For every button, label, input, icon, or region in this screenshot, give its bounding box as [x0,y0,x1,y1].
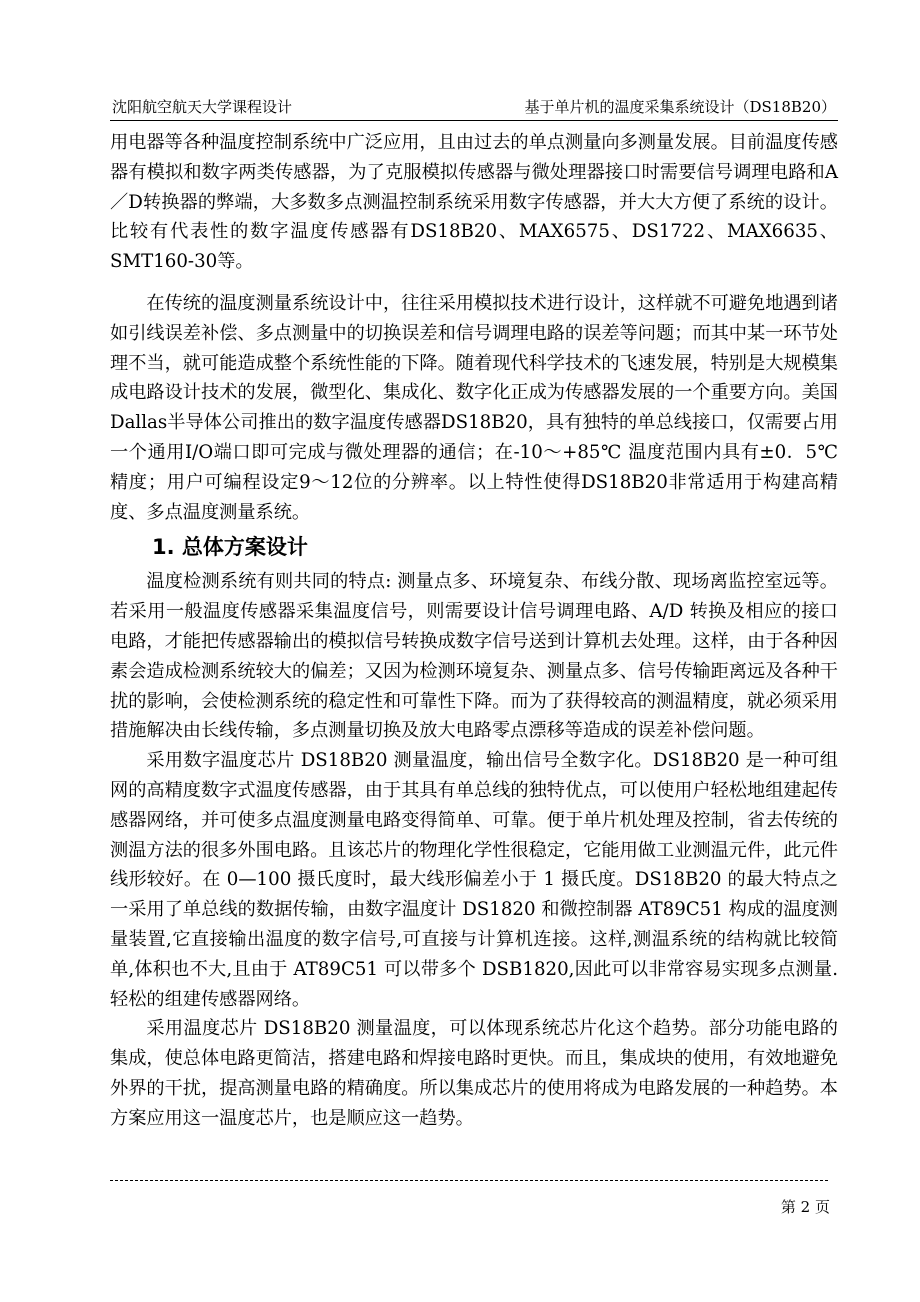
footer-dashed-divider [110,1180,828,1181]
document-body [110,128,838,1134]
paragraph-ds18b20-usage: 采用数字温度芯片 DS18B20 测量温度，输出信号全数字化。DS18B20 是一种可组网的高精度数字式温度传感器，由于其具有单总线的独特优点，可以使用户轻松地组建起传感器网络，并可使多点温度测量电路变得简单、可靠。便于单片机处理及控制，省去传统的测温方法的很多外围电路。且该芯片的物理化学性很稳定，它能用做工业测温元件，此元件线形较好。在 0—100 摄氏度时，最大线形偏差小于 1 摄氏度。DS18B20 的最大特点之一采用了单总线的数据传输，由数字温度计 DS1820 和微控制器 AT89C51 构成的温度测量装置,它直接输出温度的数字信号,可直接与计算机连接。这样,测温系统的结构就比较简单,体积也不大,且由于 AT89C51 可以带多个 DSB1820,因此可以非常容易实现多点测量.轻松的组建传感器网络。 [110,750,838,1010]
header-document-title: 基于单片机的温度采集系统设计（DS18B20） [524,98,836,116]
paragraph-continued: 用电器等各种温度控制系统中广泛应用，且由过去的单点测量向多测量发展。目前温度传感器有模拟和数字两类传感器，为了克服模拟传感器与微处理器接口时需要信号调理电路和A／D转换器的弊端，大多数多点测温控制系统采用数字传感器，并大大方便了系统的设计。比较有代表性的数字温度传感器有DS18B20、MAX6575、DS1722、MAX6635、SMT160-30等。 [110,132,838,273]
page-header [110,90,838,121]
header-university-course: 沈阳航空航天大学课程设计 [112,98,293,116]
paragraph-system-features: 温度检测系统有则共同的特点: 测量点多、环境复杂、布线分散、现场离监控室远等。若采用一般温度传感器采集温度信号，则需要设计信号调理电路、A/D 转换及相应的接口电路，才能把传感器输出的模拟信号转换成数字信号送到计算机去处理。这样，由于各种因素会造成检测系统较大的偏差；又因为检测环境复杂、测量点多、信号传输距离远及各种干扰的影响，会使检测系统的稳定性和可靠性下降。而为了获得较高的测温精度，就必须采用措施解决由长线传输，多点测量切换及放大电路零点漂移等造成的误差补偿问题。 [110,571,838,742]
paragraph-chip-integration: 采用温度芯片 DS18B20 测量温度，可以体现系统芯片化这个趋势。部分功能电路的集成，使总体电路更简洁，搭建电路和焊接电路时更快。而且，集成块的使用，有效地避免外界的干扰，提高测量电路的精确度。所以集成芯片的使用将成为电路发展的一种趋势。本方案应用这一温度芯片，也是顺应这一趋势。 [110,1018,838,1129]
page-number: 第 2 页 [780,1198,830,1216]
paragraph-traditional-measurement: 在传统的温度测量系统设计中，往往采用模拟技术进行设计，这样就不可避免地遇到诸如引线误差补偿、多点测量中的切换误差和信号调理电路的误差等问题；而其中某一环节处理不当，就可能造成整个系统性能的下降。随着现代科学技术的飞速发展，特别是大规模集成电路设计技术的发展，微型化、集成化、数字化正成为传感器发展的一个重要方向。美国Dallas半导体公司推出的数字温度传感器DS18B20，具有独特的单总线接口，仅需要占用一个通用I/O端口即可完成与微处理器的通信；在-10～+85℃ 温度范围内具有±0．5℃ 精度；用户可编程设定9～12位的分辨率。以上特性使得DS18B20非常适用于构建高精度、多点温度测量系统。 [110,292,838,523]
section-heading: 1. 总体方案设计 [152,535,308,560]
